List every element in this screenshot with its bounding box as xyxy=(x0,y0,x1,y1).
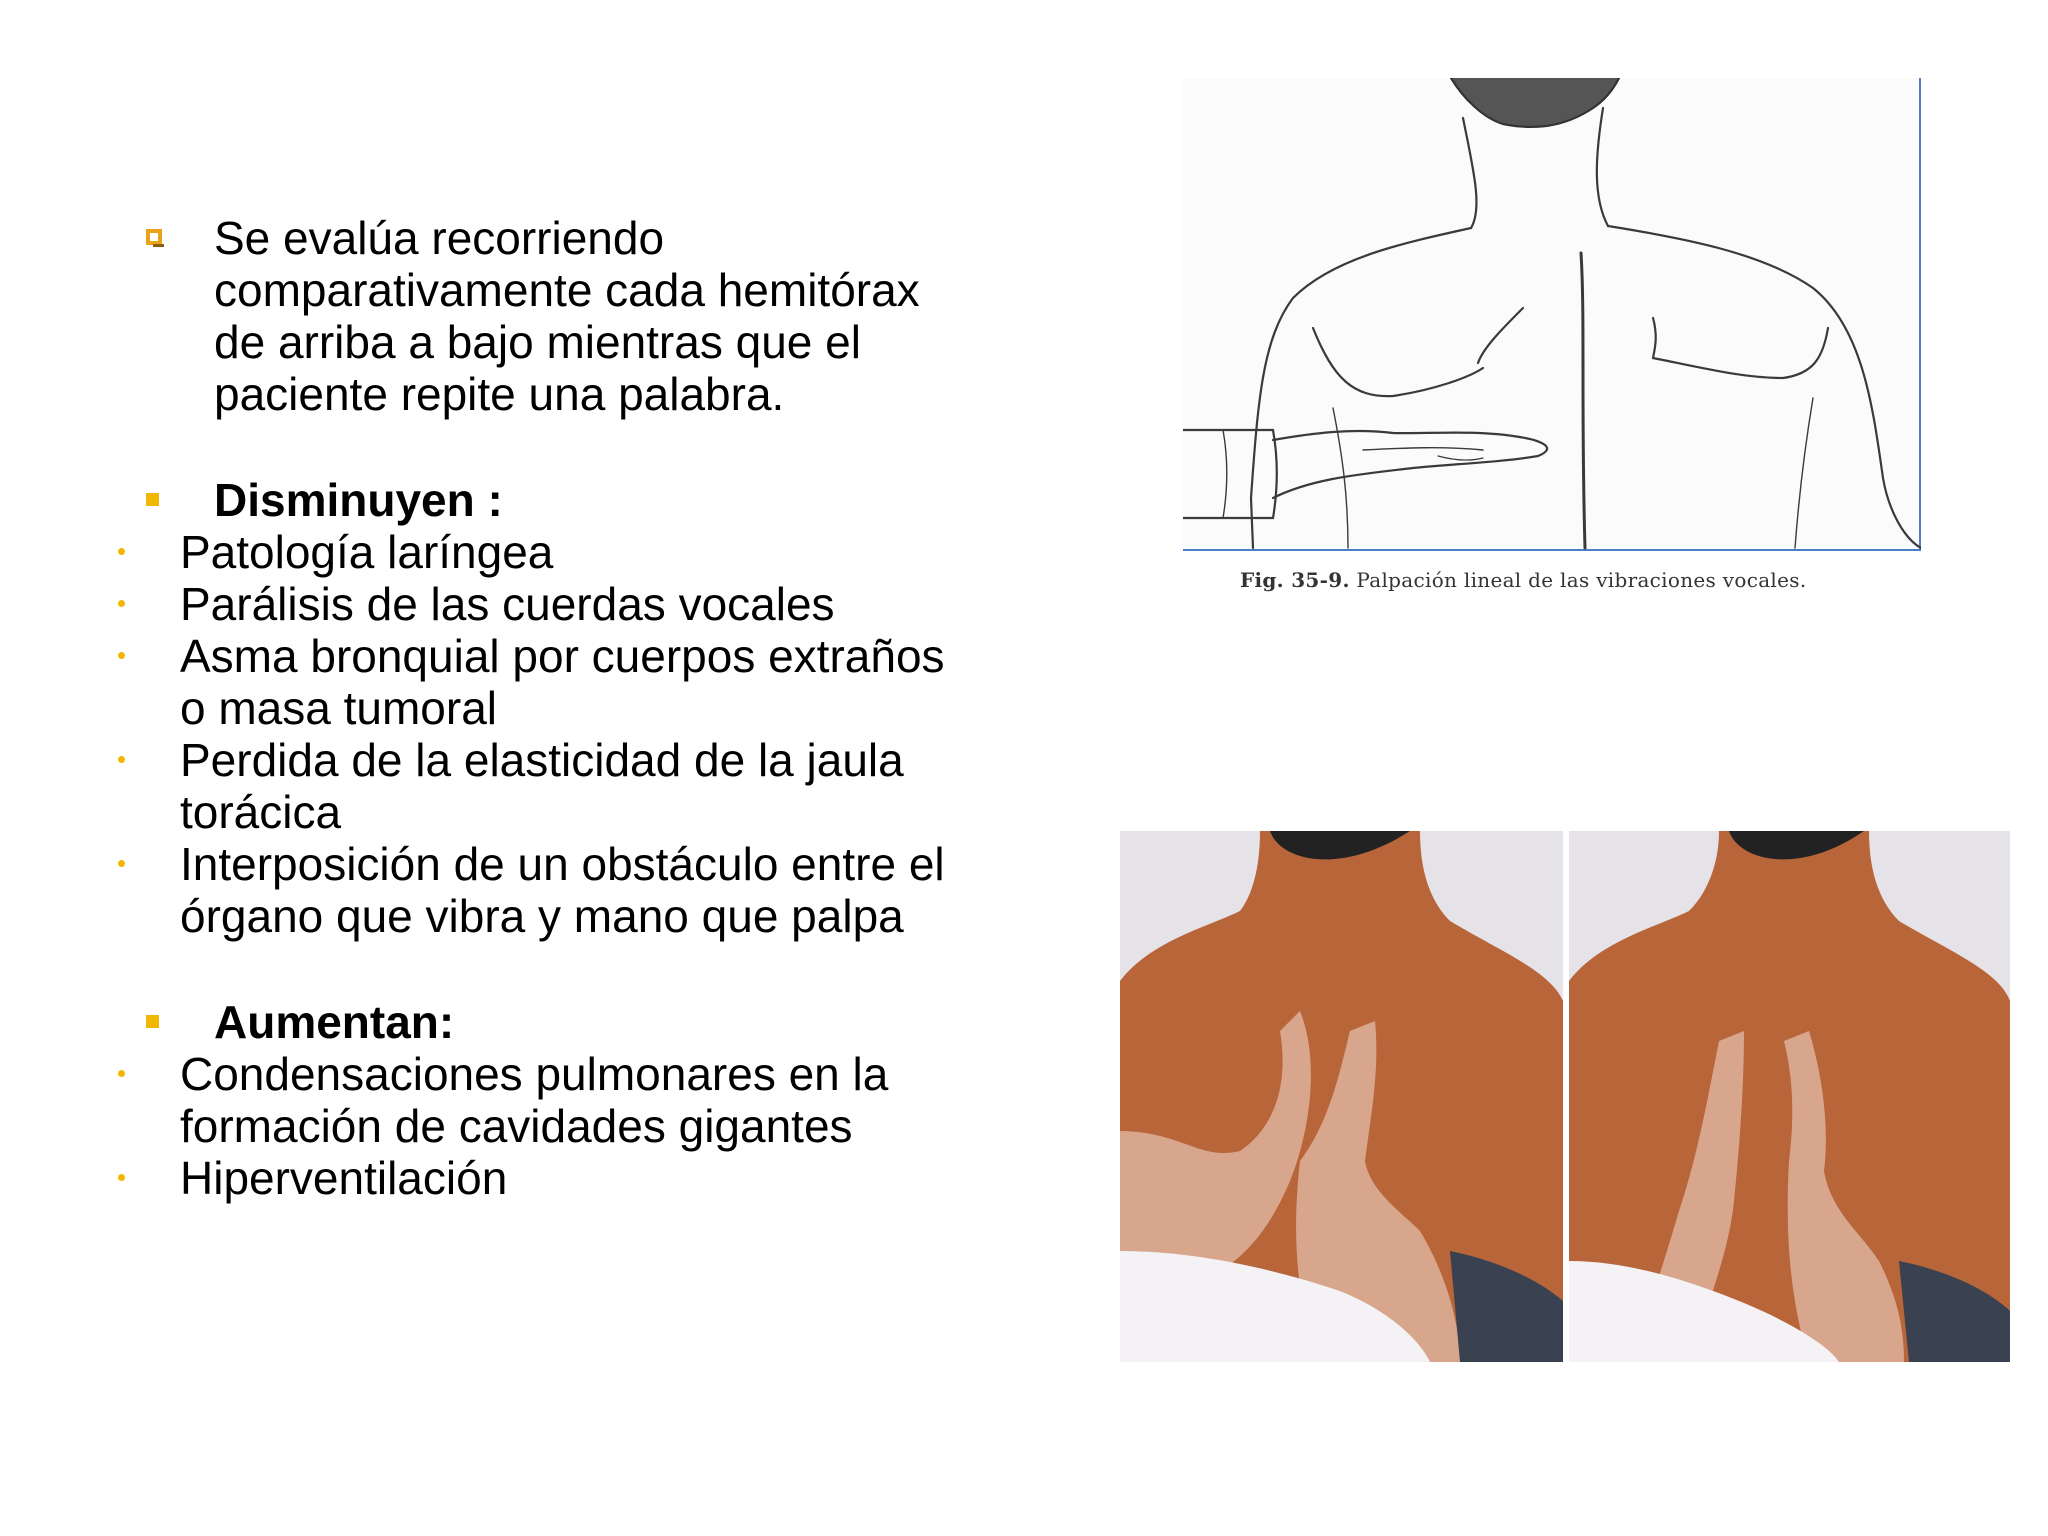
intro-line: paciente repite una palabra. xyxy=(214,368,785,420)
dot-bullet-icon xyxy=(118,548,125,555)
list-item-line: Interposición de un obstáculo entre el xyxy=(180,838,945,890)
intro-line: comparativamente cada hemitórax xyxy=(214,264,920,316)
list-item-line: Parálisis de las cuerdas vocales xyxy=(180,578,835,630)
dot-bullet-icon xyxy=(118,1174,125,1181)
list-item-line: Asma bronquial por cuerpos extraños xyxy=(180,630,945,682)
list-item-line: formación de cavidades gigantes xyxy=(180,1100,853,1152)
list-item-line: Hiperventilación xyxy=(180,1152,508,1204)
hollow-square-bullet-icon xyxy=(146,229,162,245)
list-item-line: Patología laríngea xyxy=(180,526,554,578)
list-item-line: Perdida de la elasticidad de la jaula xyxy=(180,734,904,786)
filled-square-bullet-icon xyxy=(146,1015,159,1028)
section-heading-disminuyen: Disminuyen : xyxy=(214,474,503,526)
photo-illustration-right xyxy=(1569,831,2010,1362)
dot-bullet-icon xyxy=(118,756,125,763)
list-item-line: órgano que vibra y mano que palpa xyxy=(180,890,904,942)
back-palpation-drawing xyxy=(1183,78,1921,551)
figure-caption xyxy=(1240,568,1806,592)
figure-caption-text: Palpación lineal de las vibraciones vocales. xyxy=(1356,568,1807,592)
dot-bullet-icon xyxy=(118,1070,125,1077)
intro-line: de arriba a bajo mientras que el xyxy=(214,316,861,368)
dot-bullet-icon xyxy=(118,652,125,659)
figure-caption-number: Fig. 35-9. xyxy=(1240,568,1350,592)
palpation-photo-left xyxy=(1120,831,1563,1362)
section-heading-aumentan: Aumentan: xyxy=(214,996,455,1048)
filled-square-bullet-icon xyxy=(146,493,159,506)
drawing-illustration xyxy=(1183,78,1921,551)
dot-bullet-icon xyxy=(118,600,125,607)
palpation-photo-right xyxy=(1569,831,2010,1362)
list-item-line: o masa tumoral xyxy=(180,682,498,734)
list-item-line: torácica xyxy=(180,786,342,838)
dot-bullet-icon xyxy=(118,860,125,867)
photo-illustration-left xyxy=(1120,831,1563,1362)
list-item-line: Condensaciones pulmonares en la xyxy=(180,1048,889,1100)
intro-line: Se evalúa recorriendo xyxy=(214,212,665,264)
